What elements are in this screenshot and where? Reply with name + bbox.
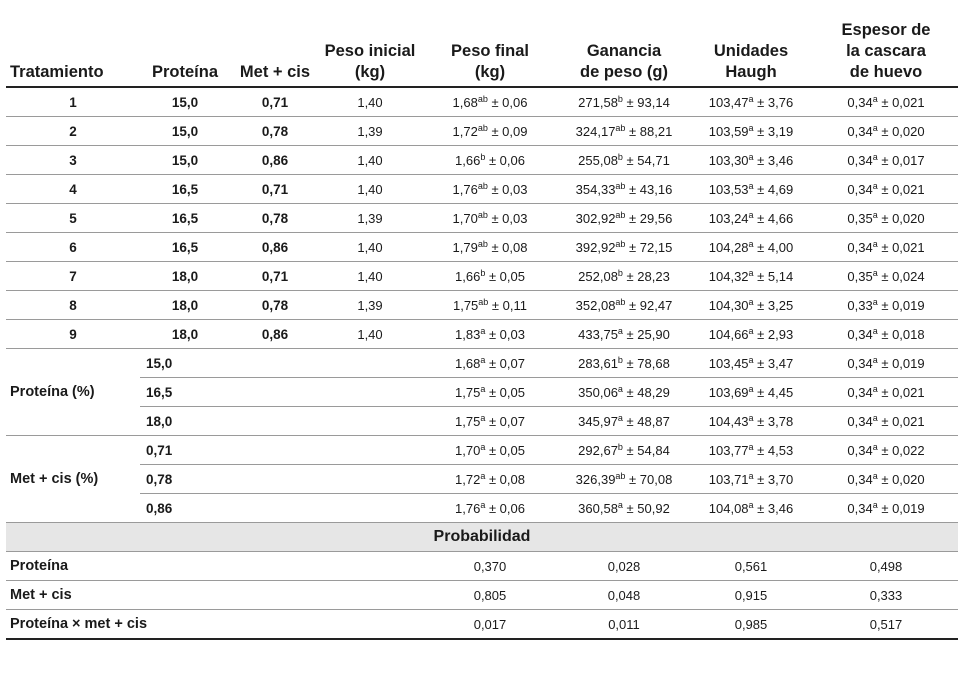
- probabilidad-title: Probabilidad: [6, 523, 958, 552]
- cell-tratamiento: 9: [6, 320, 140, 349]
- table-row: [6, 320, 958, 349]
- table-row: [6, 87, 958, 117]
- cell-ganancia: 252,08$^b$ ± 28,23: [560, 262, 688, 291]
- prob-label: Proteína: [6, 552, 420, 581]
- cell-peso-final: 1,68$^{ab}$ ± 0,06: [420, 87, 560, 117]
- cell-ganancia: 352,08$^{ab}$ ± 92,47: [560, 291, 688, 320]
- cell-peso-inicial: 1,40: [320, 87, 420, 117]
- cell-tratamiento: 7: [6, 262, 140, 291]
- cell-metcis: 0,71: [230, 262, 320, 291]
- cell-peso-final: 1,66$^b$ ± 0,05: [420, 262, 560, 291]
- cell-metcis: 0,78: [230, 117, 320, 146]
- group-row-proteina: [6, 407, 958, 436]
- prob-espesor: 0,517: [814, 610, 958, 640]
- cell-ganancia: 354,33$^{ab}$ ± 43,16: [560, 175, 688, 204]
- cell-peso-inicial: 1,39: [320, 291, 420, 320]
- cell-ganancia: 302,92$^{ab}$ ± 29,56: [560, 204, 688, 233]
- cell-ganancia: 271,58$^b$ ± 93,14: [560, 87, 688, 117]
- cell-level: 0,86: [140, 494, 420, 523]
- cell-peso-inicial: 1,39: [320, 204, 420, 233]
- cell-espesor: 0,35$^a$ ± 0,024: [814, 262, 958, 291]
- cell-ganancia: 360,58$^a$ ± 50,92: [560, 494, 688, 523]
- cell-peso-final: 1,70$^{ab}$ ± 0,03: [420, 204, 560, 233]
- cell-metcis: 0,78: [230, 291, 320, 320]
- cell-metcis: 0,86: [230, 146, 320, 175]
- cell-peso-inicial: 1,40: [320, 175, 420, 204]
- cell-espesor: 0,34$^a$ ± 0,019: [814, 494, 958, 523]
- cell-ganancia: 292,67$^b$ ± 54,84: [560, 436, 688, 465]
- cell-espesor: 0,34$^a$ ± 0,021: [814, 233, 958, 262]
- cell-tratamiento: 1: [6, 87, 140, 117]
- table-row: [6, 175, 958, 204]
- cell-espesor: 0,34$^a$ ± 0,017: [814, 146, 958, 175]
- cell-ganancia: 433,75$^a$ ± 25,90: [560, 320, 688, 349]
- group-row-metcis: [6, 494, 958, 523]
- prob-ganancia: 0,028: [560, 552, 688, 581]
- prob-espesor: 0,333: [814, 581, 958, 610]
- cell-espesor: 0,35$^a$ ± 0,020: [814, 204, 958, 233]
- cell-metcis: 0,78: [230, 204, 320, 233]
- group-label-metcis: Met + cis (%): [6, 436, 140, 523]
- table-row: [6, 204, 958, 233]
- cell-espesor: 0,34$^a$ ± 0,020: [814, 117, 958, 146]
- cell-level: 18,0: [140, 407, 420, 436]
- cell-haugh: 103,30$^a$ ± 3,46: [688, 146, 814, 175]
- cell-haugh: 103,59$^a$ ± 3,19: [688, 117, 814, 146]
- prob-peso-final: 0,370: [420, 552, 560, 581]
- cell-tratamiento: 4: [6, 175, 140, 204]
- cell-tratamiento: 8: [6, 291, 140, 320]
- cell-level: 16,5: [140, 378, 420, 407]
- cell-peso-final: 1,83$^a$ ± 0,03: [420, 320, 560, 349]
- cell-peso-final: 1,76$^{ab}$ ± 0,03: [420, 175, 560, 204]
- header-espesor: Espesor de la cascara de huevo: [814, 2, 958, 87]
- cell-espesor: 0,34$^a$ ± 0,020: [814, 465, 958, 494]
- cell-espesor: 0,34$^a$ ± 0,022: [814, 436, 958, 465]
- cell-level: 15,0: [140, 349, 420, 378]
- prob-row: [6, 552, 958, 581]
- cell-metcis: 0,71: [230, 87, 320, 117]
- cell-espesor: 0,34$^a$ ± 0,018: [814, 320, 958, 349]
- cell-espesor: 0,34$^a$ ± 0,021: [814, 407, 958, 436]
- header-proteina: Proteína: [140, 2, 230, 87]
- cell-haugh: 104,66$^a$ ± 2,93: [688, 320, 814, 349]
- header-tratamiento: Tratamiento: [6, 2, 140, 87]
- cell-peso-final: 1,70$^a$ ± 0,05: [420, 436, 560, 465]
- table-row: [6, 146, 958, 175]
- cell-ganancia: 324,17$^{ab}$ ± 88,21: [560, 117, 688, 146]
- cell-proteina: 18,0: [140, 320, 230, 349]
- cell-haugh: 103,69$^a$ ± 4,45: [688, 378, 814, 407]
- cell-proteina: 15,0: [140, 87, 230, 117]
- cell-ganancia: 255,08$^b$ ± 54,71: [560, 146, 688, 175]
- cell-metcis: 0,71: [230, 175, 320, 204]
- cell-peso-final: 1,75$^{ab}$ ± 0,11: [420, 291, 560, 320]
- prob-peso-final: 0,805: [420, 581, 560, 610]
- cell-tratamiento: 6: [6, 233, 140, 262]
- cell-haugh: 103,71$^a$ ± 3,70: [688, 465, 814, 494]
- header-unidades-haugh: Unidades Haugh: [688, 2, 814, 87]
- table-row: [6, 291, 958, 320]
- cell-proteina: 16,5: [140, 175, 230, 204]
- cell-haugh: 103,77$^a$ ± 4,53: [688, 436, 814, 465]
- cell-peso-inicial: 1,40: [320, 146, 420, 175]
- cell-haugh: 104,43$^a$ ± 3,78: [688, 407, 814, 436]
- prob-row: [6, 581, 958, 610]
- cell-ganancia: 326,39$^{ab}$ ± 70,08: [560, 465, 688, 494]
- cell-peso-inicial: 1,39: [320, 117, 420, 146]
- cell-tratamiento: 2: [6, 117, 140, 146]
- cell-peso-inicial: 1,40: [320, 262, 420, 291]
- cell-ganancia: 392,92$^{ab}$ ± 72,15: [560, 233, 688, 262]
- cell-peso-inicial: 1,40: [320, 233, 420, 262]
- cell-espesor: 0,34$^a$ ± 0,021: [814, 378, 958, 407]
- cell-proteina: 16,5: [140, 204, 230, 233]
- cell-metcis: 0,86: [230, 320, 320, 349]
- cell-espesor: 0,33$^a$ ± 0,019: [814, 291, 958, 320]
- cell-haugh: 103,24$^a$ ± 4,66: [688, 204, 814, 233]
- header-peso-inicial: Peso inicial (kg): [320, 2, 420, 87]
- prob-haugh: 0,915: [688, 581, 814, 610]
- cell-peso-final: 1,66$^b$ ± 0,06: [420, 146, 560, 175]
- table-row: [6, 262, 958, 291]
- prob-peso-final: 0,017: [420, 610, 560, 640]
- cell-haugh: 103,53$^a$ ± 4,69: [688, 175, 814, 204]
- cell-peso-final: 1,68$^a$ ± 0,07: [420, 349, 560, 378]
- cell-level: 0,78: [140, 465, 420, 494]
- cell-metcis: 0,86: [230, 233, 320, 262]
- cell-proteina: 15,0: [140, 117, 230, 146]
- cell-tratamiento: 5: [6, 204, 140, 233]
- header-metcis: Met + cis: [230, 2, 320, 87]
- results-table: [6, 2, 958, 640]
- cell-ganancia: 350,06$^a$ ± 48,29: [560, 378, 688, 407]
- cell-peso-final: 1,75$^a$ ± 0,05: [420, 378, 560, 407]
- cell-level: 0,71: [140, 436, 420, 465]
- group-label-proteina: Proteína (%): [6, 349, 140, 436]
- header-ganancia: Ganancia de peso (g): [560, 2, 688, 87]
- prob-row: [6, 610, 958, 640]
- prob-haugh: 0,561: [688, 552, 814, 581]
- header-row: [6, 2, 958, 87]
- group-row-proteina: [6, 378, 958, 407]
- cell-haugh: 103,47$^a$ ± 3,76: [688, 87, 814, 117]
- results-table-container: [6, 2, 958, 640]
- group-row-metcis: [6, 436, 958, 465]
- probabilidad-header-row: [6, 523, 958, 552]
- cell-proteina: 18,0: [140, 262, 230, 291]
- cell-peso-final: 1,75$^a$ ± 0,07: [420, 407, 560, 436]
- cell-haugh: 104,28$^a$ ± 4,00: [688, 233, 814, 262]
- group-row-proteina: [6, 349, 958, 378]
- cell-proteina: 18,0: [140, 291, 230, 320]
- table-row: [6, 233, 958, 262]
- cell-espesor: 0,34$^a$ ± 0,021: [814, 175, 958, 204]
- cell-ganancia: 345,97$^a$ ± 48,87: [560, 407, 688, 436]
- prob-label: Proteína × met + cis: [6, 610, 420, 640]
- cell-peso-inicial: 1,40: [320, 320, 420, 349]
- cell-peso-final: 1,72$^a$ ± 0,08: [420, 465, 560, 494]
- cell-tratamiento: 3: [6, 146, 140, 175]
- group-row-metcis: [6, 465, 958, 494]
- cell-haugh: 104,32$^a$ ± 5,14: [688, 262, 814, 291]
- cell-espesor: 0,34$^a$ ± 0,019: [814, 349, 958, 378]
- cell-peso-final: 1,72$^{ab}$ ± 0,09: [420, 117, 560, 146]
- prob-espesor: 0,498: [814, 552, 958, 581]
- cell-espesor: 0,34$^a$ ± 0,021: [814, 87, 958, 117]
- prob-haugh: 0,985: [688, 610, 814, 640]
- prob-ganancia: 0,011: [560, 610, 688, 640]
- cell-proteina: 16,5: [140, 233, 230, 262]
- cell-haugh: 103,45$^a$ ± 3,47: [688, 349, 814, 378]
- prob-ganancia: 0,048: [560, 581, 688, 610]
- cell-haugh: 104,08$^a$ ± 3,46: [688, 494, 814, 523]
- prob-label: Met + cis: [6, 581, 420, 610]
- cell-haugh: 104,30$^a$ ± 3,25: [688, 291, 814, 320]
- cell-peso-final: 1,76$^a$ ± 0,06: [420, 494, 560, 523]
- table-row: [6, 117, 958, 146]
- cell-ganancia: 283,61$^b$ ± 78,68: [560, 349, 688, 378]
- cell-proteina: 15,0: [140, 146, 230, 175]
- header-peso-final: Peso final (kg): [420, 2, 560, 87]
- cell-peso-final: 1,79$^{ab}$ ± 0,08: [420, 233, 560, 262]
